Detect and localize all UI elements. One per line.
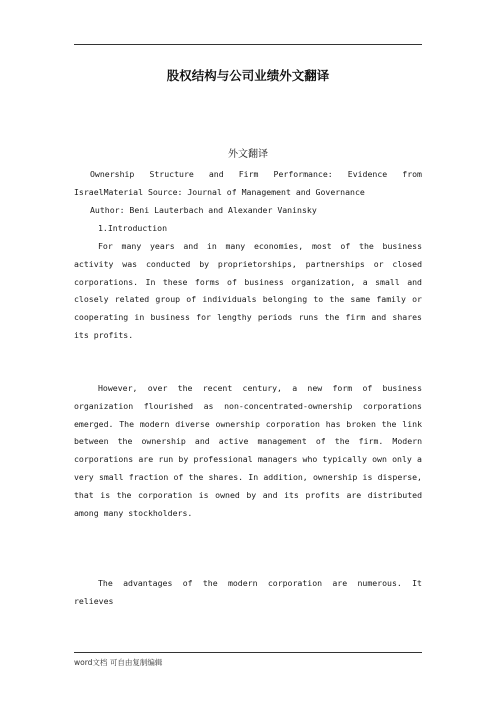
body-paragraph: For many years and in many economies, most of the business activity was conducted by proprietorships, partnerships or closed corporations. In these forms of business organization, a small and closely related group of individuals belonging to the same family or cooperating in business for lengthy periods runs the firm and shares its profits. <box>74 241 422 340</box>
footer-rule <box>74 652 422 653</box>
header-rule <box>74 44 422 45</box>
section-heading: 1.Introduction <box>98 223 168 233</box>
body-paragraph: The advantages of the modern corporation are numerous. It relieves <box>74 578 422 606</box>
section-subtitle: 外文翻译 <box>228 149 268 160</box>
author-line: Author: Beni Lauterbach and Alexander Vaninsky <box>90 205 317 215</box>
footer-note: word文档 可自由复制编辑 <box>74 658 163 667</box>
document-title: 股权结构与公司业绩外文翻译 <box>166 68 330 83</box>
paper-title: Ownership Structure and Firm Performance: Evidence from IsraelMaterial Source: Journal of Management and Governance <box>74 169 422 197</box>
body-paragraph: However, over the recent century, a new form of business organization flourished as non-concentrated-ownership corporations emerged. The modern diverse ownership corporation has broken the link between the ownership and active management of the firm. Modern corporations are run by professional managers who typically own only a very small fraction of the shares. In addition, ownership is disperse, that is the corporation is owned by and its profits are distributed among many stockholders. <box>74 383 422 518</box>
